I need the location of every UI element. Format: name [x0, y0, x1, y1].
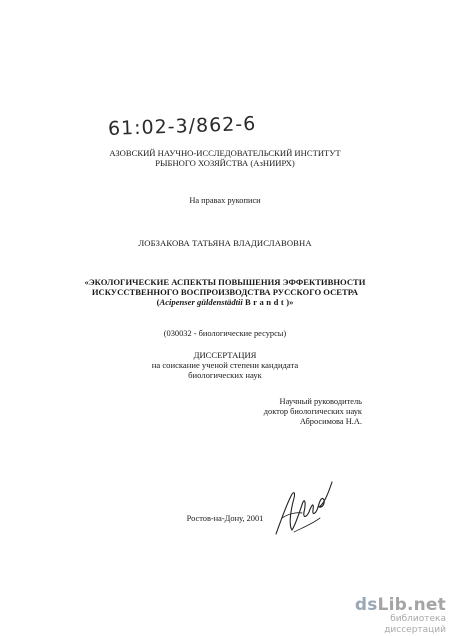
title-line-1: «ЭКОЛОГИЧЕСКИЕ АСПЕКТЫ ПОВЫШЕНИЯ ЭФФЕКТИВНОСТИ: [84, 277, 366, 287]
dslib-logo: [336, 596, 446, 614]
dissertation-heading: ДИССЕРТАЦИЯ: [193, 350, 257, 360]
dslib-watermark: [336, 596, 446, 636]
latin-close-paren: )»: [286, 297, 294, 307]
handwritten-signature: [272, 474, 336, 540]
dslib-logo-prefix: ds: [354, 595, 378, 615]
title-line-3: [0, 297, 450, 307]
city-and-year: Ростов-на-Дону, 2001: [186, 514, 264, 523]
dissertation-title: [0, 277, 450, 307]
advisor-block: [262, 397, 362, 427]
institute-line-2: РЫБНОГО ХОЗЯЙСТВА (АзНИИРХ): [155, 158, 295, 168]
advisor-name: Абросимова Н.А.: [299, 417, 362, 426]
dissertation-block: [0, 350, 450, 380]
species-latin-name: Acipenser güldenstädtii: [159, 297, 243, 307]
latin-open-paren: (: [156, 297, 160, 307]
dissertation-degree-line: на соискание ученой степени кандидата: [151, 360, 299, 370]
author-name: ЛОБЗАКОВА ТАТЬЯНА ВЛАДИСЛАВОВНА: [138, 238, 312, 248]
advisor-role: Научный руководитель: [279, 397, 362, 406]
institute-line-1: АЗОВСКИЙ НАУЧНО-ИССЛЕДОВАТЕЛЬСКИЙ ИНСТИТУТ: [109, 148, 341, 158]
handwritten-catalog-number: 61:02-3/862-6: [107, 112, 257, 140]
specialty-code: (030032 - биологические ресурсы): [163, 329, 287, 338]
rights-note: На правах рукописи: [189, 196, 261, 205]
dslib-logo-suffix: Lib.net: [377, 595, 446, 615]
institute-name: [0, 148, 450, 168]
advisor-degree: доктор биологических наук: [263, 407, 362, 416]
species-author: Brandt: [244, 297, 287, 307]
dissertation-field-line: биологических наук: [188, 370, 262, 380]
title-line-2: ИСКУССТВЕННОГО ВОСПРОИЗВОДСТВА РУССКОГО ОСЕТРА: [91, 287, 359, 297]
dslib-subtitle: библиотека диссертаций: [384, 614, 446, 635]
